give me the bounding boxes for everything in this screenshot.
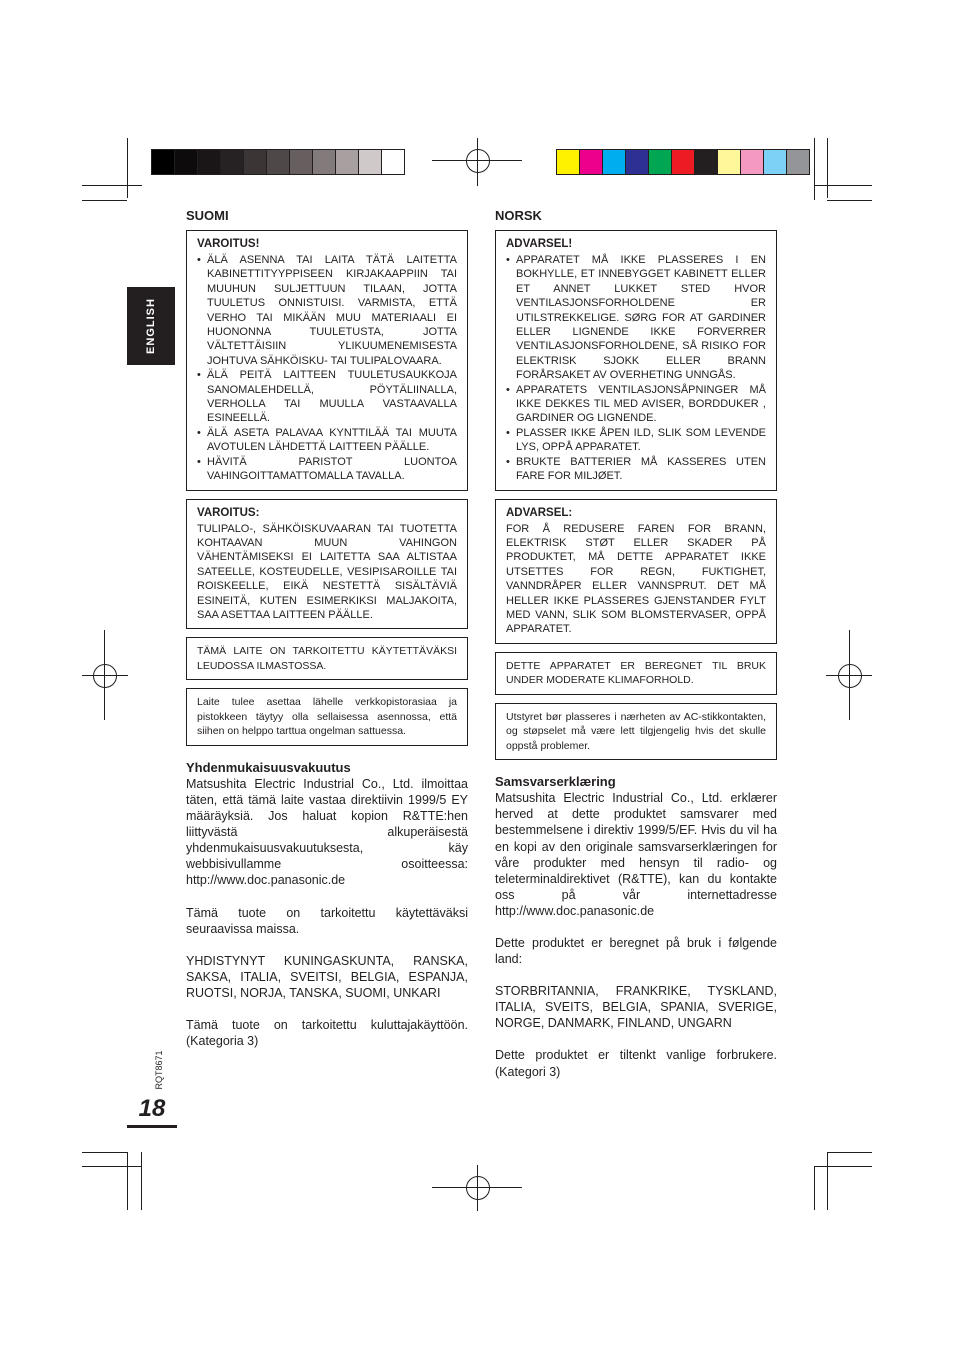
warning-item: • ÄLÄ ASETA PALAVAA KYNTTILÄÄ TAI MUUTA AVOTULEN LÄHDETTÄ LAITTEEN PÄÄLLE. xyxy=(197,426,457,455)
color-swatch xyxy=(267,150,290,174)
crop-mark xyxy=(127,1152,128,1210)
countries-intro: Tämä tuote on tarkoitettu käytettäväksi seuraavissa maissa. xyxy=(186,905,468,936)
suomi-column xyxy=(186,208,468,1065)
conformity-paragraph: Matsushita Electric Industrial Co., Ltd. ilmoittaa täten, että tämä laite vastaa direktiivin 1999/5 EY määräyksiä. Jos haluat kopion R&TTE:hen liittyvästä alkuperäisestä yhdenmukaisuusvakuutuksesta, käy webbisivullamme osoitteessa: http://www.doc.panasonic.de xyxy=(186,776,468,888)
caution-text: FOR Å REDUSERE FAREN FOR BRANN, ELEKTRISK STØT ELLER SKADER PÅ PRODUKTET, MÅ DETTE APPARATET IKKE UTSETTES FOR REGN, FUKTIGHET, VANNDRÅPER ELLER VANNSPRUT. DET MÅ HELLER IKKE PLASSERES GJENSTANDER FYLT MED VANN, SLIK SOM BLOMSTERVASER, OPPÅ APPARATET. xyxy=(506,522,766,636)
section-heading: SUOMI xyxy=(186,208,229,223)
plug-note-box xyxy=(186,688,468,746)
color-swatch xyxy=(695,150,718,174)
crop-mark xyxy=(814,185,872,186)
crop-mark xyxy=(814,1166,872,1167)
registration-mark xyxy=(838,664,862,688)
language-tab-label: ENGLISH xyxy=(145,298,157,354)
color-swatch xyxy=(649,150,672,174)
grayscale-color-bar xyxy=(151,149,405,175)
color-swatch xyxy=(787,150,809,174)
countries-list: YHDISTYNYT KUNINGASKUNTA, RANSKA, SAKSA, ITALIA, SVEITSI, BELGIA, ESPANJA, RUOTSI, NORJA, TANSKA, SUOMI, UNKARI xyxy=(186,953,468,1000)
crop-mark xyxy=(82,185,142,186)
crop-mark xyxy=(141,1152,142,1210)
warning-box xyxy=(186,230,468,491)
color-swatch xyxy=(557,150,580,174)
color-swatch xyxy=(603,150,626,174)
warning-item: • ÄLÄ PEITÄ LAITTEEN TUULETUSAUKKOJA SANOMALEHDELLÄ, PÖYTÄLIINALLA, VERHOLLA TAI MUULLA VASTAAVALLA ESINEELLÄ. xyxy=(197,368,457,426)
caution-title: ADVARSEL: xyxy=(506,506,573,519)
crop-mark xyxy=(814,1166,815,1210)
climate-note: TÄMÄ LAITE ON TARKOITETTU KÄYTETTÄVÄKSI LEUDOSSA ILMASTOSSA. xyxy=(197,645,457,672)
crop-mark xyxy=(82,200,127,201)
color-swatch xyxy=(175,150,198,174)
color-swatch xyxy=(359,150,382,174)
crop-mark xyxy=(127,138,128,198)
countries-intro: Dette produktet er beregnet på bruk i følgende land: xyxy=(495,936,777,967)
color-swatch xyxy=(313,150,336,174)
crop-mark xyxy=(827,138,828,198)
warning-title: VAROITUS! xyxy=(197,238,260,250)
color-swatch xyxy=(672,150,695,174)
process-color-bar xyxy=(556,149,810,175)
climate-note: DETTE APPARATET ER BEREGNET TIL BRUK UNDER MODERATE KLIMAFORHOLD. xyxy=(506,659,766,687)
color-swatch xyxy=(718,150,741,174)
warning-item: • APPARATET MÅ IKKE PLASSERES I EN BOKHYLLE, ET INNEBYGGET KABINETT ELLER ET ANNET LUKKET STED HVOR VENTILASJONSFORHOLDENE ER UTILSTREKKELIGE. SØRG FOR AT GARDINER ELLER LIGNENDE IKKE FORVERRER VENTILASJONSFORHOLDENE, SÅ RISIKO FOR ELEKTRISK SJOKK ELLER BRANN FORÅRSAKET AV OVERHETING UNNGÅS. xyxy=(506,253,766,383)
warning-item: • BRUKTE BATTERIER MÅ KASSERES UTEN FARE FOR MILJØET. xyxy=(506,455,766,484)
color-swatch xyxy=(741,150,764,174)
color-swatch xyxy=(244,150,267,174)
warning-title: ADVARSEL! xyxy=(506,238,573,250)
climate-note-box xyxy=(186,637,468,680)
color-swatch xyxy=(382,150,404,174)
caution-text: TULIPALO-, SÄHKÖISKUVAARAN TAI TUOTETTA KOHTAAVAN MUUN VAHINGON VÄHENTÄMISEKSI EI LAITETTA SAA ALTISTAA SATEELLE, KOSTEUDELLE, VESIPISAROILLE TAI ROISKEELLE, EIKÄ NESTETTÄ SISÄLTÄVIÄ ESINEITÄ, KUTEN ESIMERKIKSI MALJAKOITA, SAA ASETTAA LAITTEEN PÄÄLLE. xyxy=(197,522,457,621)
caution-box xyxy=(495,499,777,644)
color-swatch xyxy=(290,150,313,174)
warning-item: • PLASSER IKKE ÅPEN ILD, SLIK SOM LEVENDE LYS, OPPÅ APPARATET. xyxy=(506,426,766,455)
crop-mark xyxy=(827,1152,828,1210)
conformity-paragraph: Matsushita Electric Industrial Co., Ltd. erklærer herved at dette produktet samsvarer med bestemmelsene i direktiv 1999/5/EF. Hvis du vil ha en kopi av den originale samsvarserklæringen for våre produkter med hensyn til radio- og teleterminaldirektivet (R&TTE), kan du kontakte oss på vår internettadresse http://www.doc.panasonic.de xyxy=(495,791,777,918)
plug-note-box xyxy=(495,703,777,761)
warning-box xyxy=(495,230,777,491)
norsk-column xyxy=(495,208,777,1096)
color-swatch xyxy=(152,150,175,174)
crop-mark xyxy=(827,200,872,201)
section-heading: NORSK xyxy=(495,208,542,223)
plug-note: Laite tulee asettaa lähelle verkkopistorasiaa ja pistokkeen täytyy olla sellaisessa asennossa, että siihen on helppo tarttua ongelman sattuessa. xyxy=(197,696,457,738)
page-number: 18 xyxy=(127,1093,177,1128)
color-swatch xyxy=(336,150,359,174)
crop-mark xyxy=(82,1152,127,1153)
caution-title: VAROITUS: xyxy=(197,506,260,519)
color-swatch xyxy=(580,150,603,174)
registration-mark xyxy=(466,149,490,173)
crop-mark xyxy=(814,138,815,200)
climate-note-box xyxy=(495,652,777,695)
countries-list: STORBRITANNIA, FRANKRIKE, TYSKLAND, ITALIA, SVEITS, BELGIA, SPANIA, SVERIGE, NORGE, DANMARK, FINLAND, UNGARN xyxy=(495,984,777,1031)
plug-note: Utstyret bør plasseres i nærheten av AC-stikkontakten, og støpselet må være lett tilgjengelig hvis det skulle oppstå problemer. xyxy=(506,710,766,752)
warning-item: • HÄVITÄ PARISTOT LUONTOA VAHINGOITTAMATTOMALLA TAVALLA. xyxy=(197,455,457,484)
document-code: RQT8671 xyxy=(154,1050,164,1090)
category-note: Dette produktet er tiltenkt vanlige forbrukere. (Kategori 3) xyxy=(495,1048,777,1079)
crop-mark xyxy=(827,1152,872,1153)
color-swatch xyxy=(198,150,221,174)
category-note: Tämä tuote on tarkoitettu kuluttajakäyttöön. (Kategoria 3) xyxy=(186,1017,468,1049)
color-swatch xyxy=(764,150,787,174)
warning-item: • ÄLÄ ASENNA TAI LAITA TÄTÄ LAITETTA KABINETTITYYPPISEEN KIRJAKAAPPIIN TAI MUUHUN SULJETTUUN TILAAN, JOTTA TUULETUS ONNISTUISI. VARMISTA, ETTÄ VERHO TAI MIKÄÄN MUU MATERIAALI EI HUONONNA TUULETUSTA, JOTTA VÄLTETTÄISIIN YLIKUUMENEMISESTA JOHTUVA SÄHKÖISKU- TAI TULIPALOVAARA. xyxy=(197,253,457,368)
conformity-title: Samsvarserklæring xyxy=(495,774,616,790)
conformity-title: Yhdenmukaisuusvakuutus xyxy=(186,759,351,775)
crop-mark xyxy=(82,1166,142,1167)
warning-item: • APPARATETS VENTILASJONSÅPNINGER MÅ IKKE DEKKES TIL MED AVISER, BORDDUKER , GARDINER OG LIGNENDE. xyxy=(506,383,766,426)
registration-mark xyxy=(466,1176,490,1200)
language-tab xyxy=(127,287,175,365)
caution-box xyxy=(186,499,468,630)
registration-mark xyxy=(93,664,117,688)
color-swatch xyxy=(221,150,244,174)
color-swatch xyxy=(626,150,649,174)
